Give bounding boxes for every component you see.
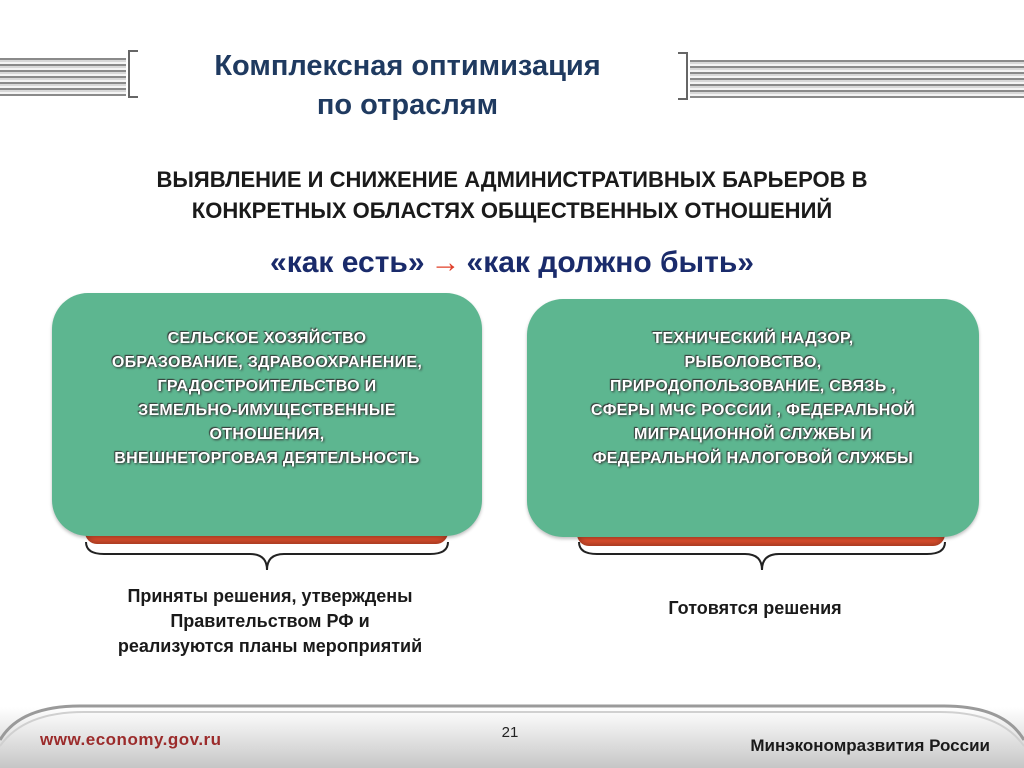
slide-title	[145, 47, 670, 125]
title-bracket-left	[128, 50, 138, 98]
slide-title-line1: Комплексная оптимизация	[214, 50, 601, 82]
ministry-name: Минэкономразвития России	[750, 736, 990, 755]
tagline	[150, 244, 874, 282]
left-note-line1: Приняты решения, утверждены	[127, 586, 413, 606]
left-sector-line: ЗЕМЕЛЬНО-ИМУЩЕСТВЕННЫЕ	[138, 401, 396, 419]
left-sector-line: ГРАДОСТРОИТЕЛЬСТВО И	[157, 377, 377, 395]
right-sector-line: ФЕДЕРАЛЬНОЙ НАЛОГОВОЙ СЛУЖБЫ	[592, 450, 914, 467]
left-sector-line: ОБРАЗОВАНИЕ, ЗДРАВООХРАНЕНИЕ,	[111, 353, 423, 371]
right-arrow-icon: →	[430, 246, 461, 279]
right-sector-line: ТЕХНИЧЕСКИЙ НАДЗОР,	[652, 330, 854, 347]
subtitle-line2: КОНКРЕТНЫХ ОБЛАСТЯХ ОБЩЕСТВЕННЫХ ОТНОШЕНИЙ	[191, 198, 833, 223]
right-sector-text	[591, 327, 915, 471]
left-sector-line: ОТНОШЕНИЯ,	[209, 425, 325, 443]
left-brace-icon	[84, 540, 450, 574]
tagline-to: «как должно быть»	[466, 246, 754, 279]
subtitle-line1: ВЫЯВЛЕНИЕ И СНИЖЕНИЕ АДМИНИСТРАТИВНЫХ БАРЬЕРОВ В	[156, 167, 868, 192]
left-sector-line: СЕЛЬСКОЕ ХОЗЯЙСТВО	[167, 329, 367, 347]
left-sector-line: ВНЕШНЕТОРГОВАЯ ДЕЯТЕЛЬНОСТЬ	[114, 449, 420, 467]
slide-subtitle	[40, 164, 984, 226]
left-sector-box	[52, 293, 482, 536]
right-sector-line: СФЕРЫ МЧС РОССИИ , ФЕДЕРАЛЬНОЙ	[590, 402, 916, 419]
left-sector-text	[112, 327, 422, 471]
header-stripes-right	[690, 60, 1024, 98]
right-sector-line: РЫБОЛОВСТВО,	[684, 354, 822, 371]
page-number: 21	[501, 724, 519, 741]
right-sector-box	[527, 299, 979, 537]
right-note-line1: Готовятся решения	[668, 598, 842, 618]
right-brace-icon	[577, 540, 947, 574]
tagline-from: «как есть»	[270, 246, 425, 279]
right-sector-line: ПРИРОДОПОЛЬЗОВАНИЕ, СВЯЗЬ ,	[609, 378, 896, 395]
title-bracket-right	[678, 52, 688, 100]
left-status-note	[90, 584, 450, 659]
left-note-line2: Правительством РФ и	[170, 611, 370, 631]
header-stripes-left	[0, 58, 126, 96]
right-status-note	[580, 596, 930, 621]
left-note-line3: реализуются планы мероприятий	[117, 636, 423, 656]
slide-title-line2: по отраслям	[316, 89, 499, 121]
right-sector-line: МИГРАЦИОННОЙ СЛУЖБЫ И	[633, 426, 873, 443]
website-link[interactable]: www.economy.gov.ru	[40, 730, 222, 749]
